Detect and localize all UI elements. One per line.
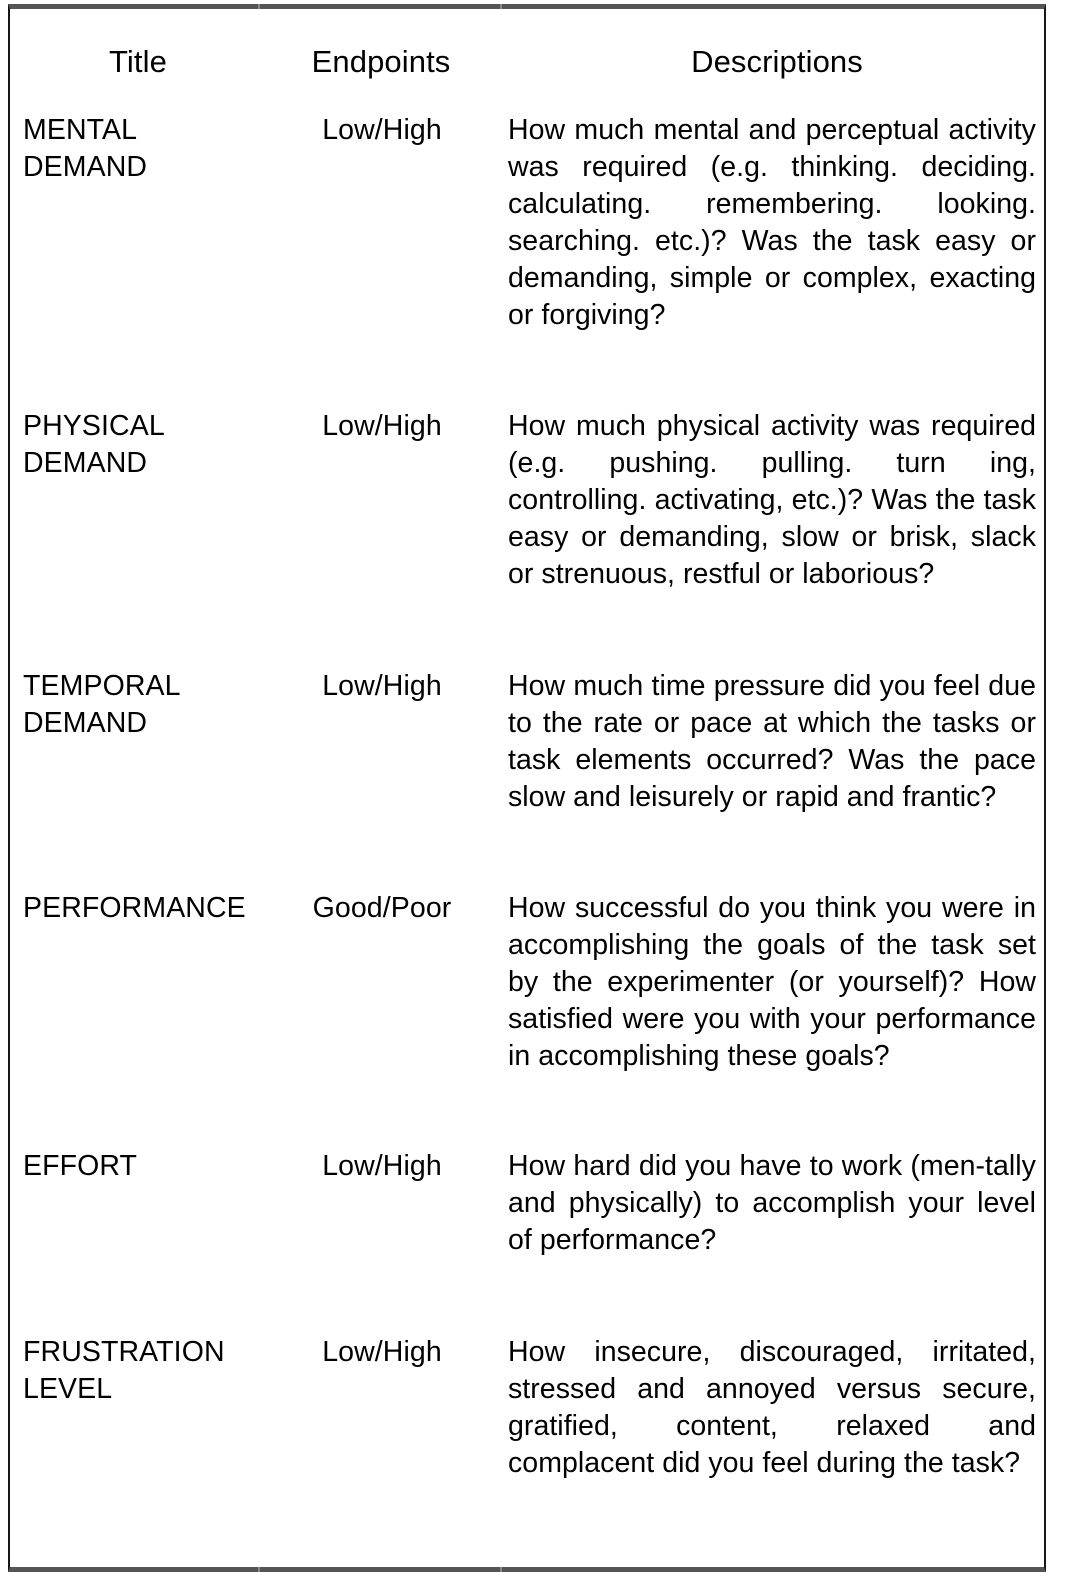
row-title-line: FRUSTRATION bbox=[23, 1336, 225, 1368]
column-header-title: Title bbox=[109, 44, 167, 79]
row-title-line: DEMAND bbox=[23, 151, 148, 183]
rating-scale-definitions-table bbox=[8, 4, 1046, 1572]
row-endpoints: Low/High bbox=[322, 1150, 442, 1182]
row-endpoints: Low/High bbox=[322, 114, 442, 146]
row-title bbox=[23, 890, 258, 927]
row-description: How much time pressure did you feel due to the rate or pace at which the tasks or task elements occurred? Was the pace slow and leisurely or rapid and frantic? bbox=[508, 670, 1036, 813]
row-description: How insecure, discouraged, irritated, stressed and annoyed versus secure, gratified, content, relaxed and complacent did you feel during the task? bbox=[508, 1336, 1036, 1479]
row-description: How hard did you have to work (men-tally and physically) to accomplish your level of performance? bbox=[508, 1150, 1036, 1256]
column-header-descriptions: Descriptions bbox=[691, 44, 863, 79]
row-title-line: DEMAND bbox=[23, 447, 148, 479]
row-endpoints: Good/Poor bbox=[312, 892, 452, 924]
row-description: How much physical activity was required (e.g. pushing. pulling. turn ing, controlling. activating, etc.)? Was the task easy or demanding, slow or brisk, slack or strenuous, restful or laborious? bbox=[508, 410, 1036, 590]
row-title-line: LEVEL bbox=[23, 1373, 113, 1405]
row-title-line: TEMPORAL bbox=[23, 670, 181, 702]
row-endpoints: Low/High bbox=[322, 670, 442, 702]
row-title-line: PHYSICAL bbox=[23, 410, 165, 442]
row-title-line: DEMAND bbox=[23, 707, 148, 739]
row-endpoints: Low/High bbox=[322, 1336, 442, 1368]
row-description: How successful do you think you were in accomplishing the goals of the task set by the experimenter (or yourself)? How satisfied were you with your performance in accomplishing these goals? bbox=[508, 892, 1036, 1072]
row-title-line: MENTAL bbox=[23, 114, 138, 146]
table-header-row bbox=[8, 42, 1046, 88]
row-title bbox=[23, 408, 258, 482]
row-title-line: PERFORMANCE bbox=[23, 892, 246, 924]
row-title bbox=[23, 668, 258, 742]
row-title-line: EFFORT bbox=[23, 1150, 138, 1182]
row-title bbox=[23, 112, 258, 186]
row-endpoints: Low/High bbox=[322, 410, 442, 442]
column-header-endpoints: Endpoints bbox=[311, 44, 451, 79]
row-title bbox=[23, 1148, 258, 1185]
row-title bbox=[23, 1334, 258, 1408]
row-description: How much mental and perceptual activity was required (e.g. thinking. deciding. calculating. remembering. looking. searching. etc.)? Was the task easy or demanding, simple or complex, exacting or forgiving? bbox=[508, 114, 1036, 331]
